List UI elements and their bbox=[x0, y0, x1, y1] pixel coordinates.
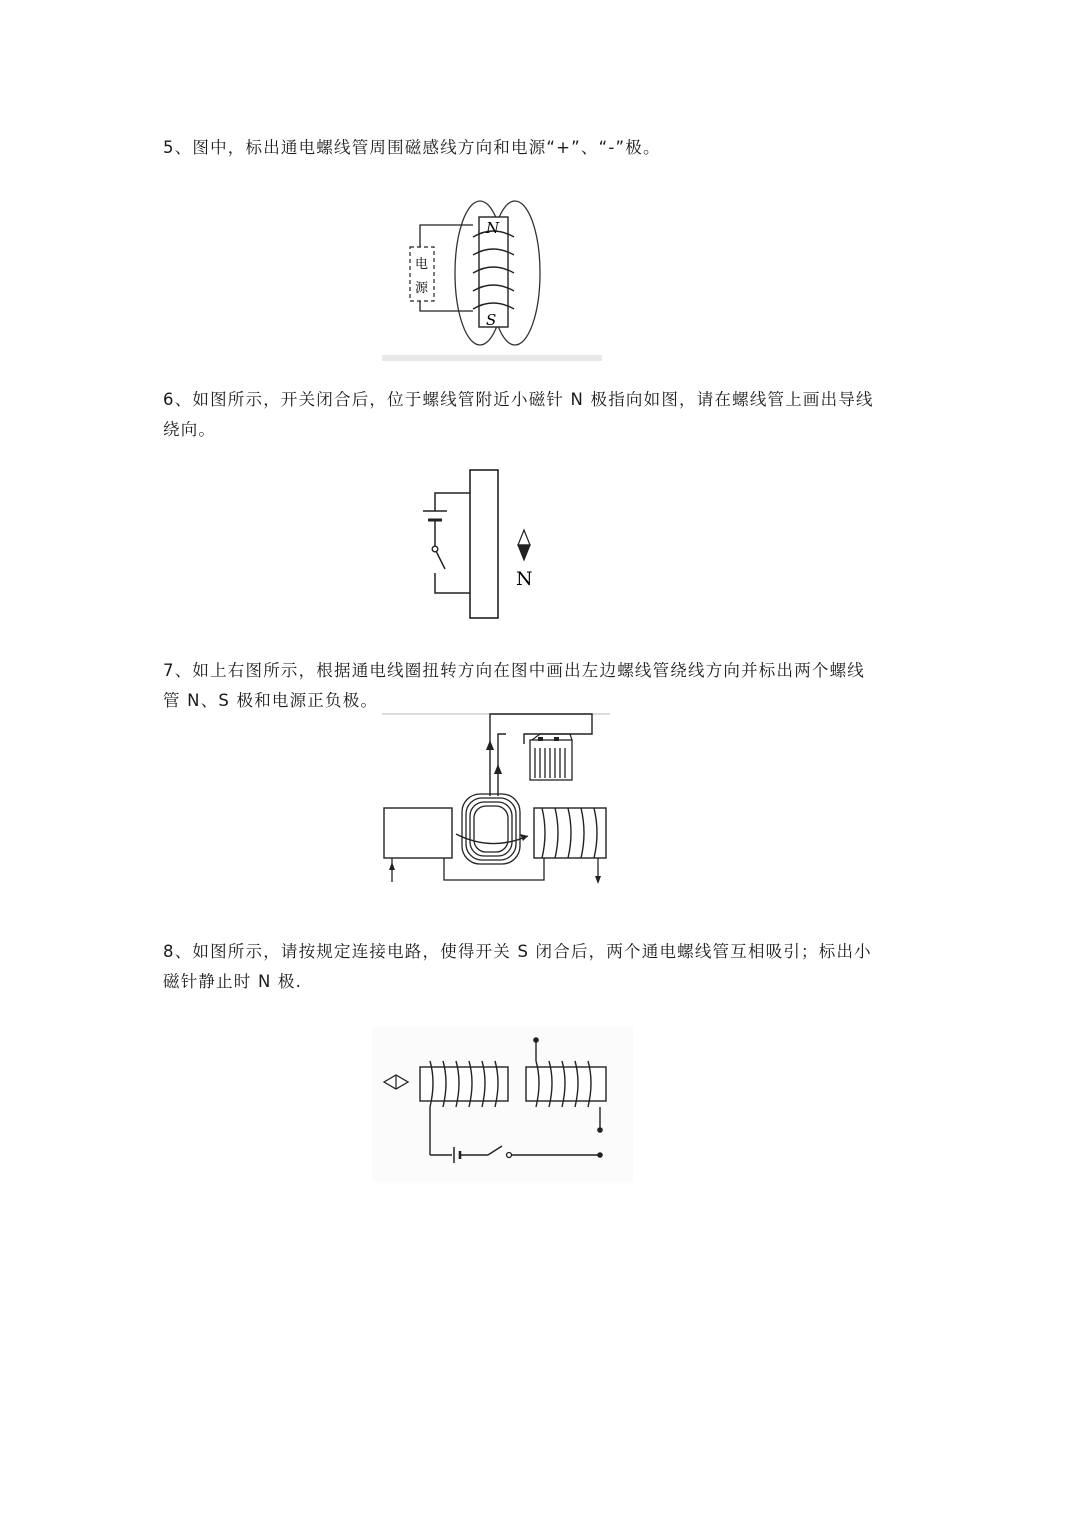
rotating-coil bbox=[456, 794, 528, 864]
power-supply-char-1: 电 bbox=[415, 257, 429, 272]
switch-contact bbox=[507, 1153, 512, 1158]
q6-circuit-figure bbox=[415, 465, 545, 625]
question-7-line-1: 7、如上右图所示，根据通电线圈扭转方向在图中画出左边螺线管绕线方向并标出两个螺线 bbox=[163, 661, 865, 680]
solenoid-body bbox=[470, 470, 498, 618]
q7-coil-figure bbox=[382, 712, 612, 887]
question-8-text bbox=[163, 937, 923, 997]
power-supply-char-2: 源 bbox=[415, 281, 429, 296]
pole-label-n: N bbox=[486, 219, 500, 237]
compass-needle-n bbox=[518, 530, 530, 545]
question-5-text: 5、图中，标出通电螺线管周围磁感线方向和电源“+”、“-”极。 bbox=[163, 138, 661, 157]
q8-solenoids-figure bbox=[370, 1025, 635, 1185]
battery-pack bbox=[530, 734, 572, 780]
switch-blade bbox=[436, 551, 445, 569]
question-7-text bbox=[163, 656, 923, 716]
terminal-right bbox=[597, 1127, 603, 1133]
left-solenoid bbox=[384, 808, 452, 858]
terminal-bottom-right bbox=[597, 1152, 603, 1158]
rotation-arrow bbox=[456, 834, 528, 844]
question-6-line-1: 6、如图所示，开关闭合后，位于螺线管附近小磁针 N 极指向如图，请在螺线管上画出导线 bbox=[163, 390, 874, 409]
question-8-line-1: 8、如图所示，请按规定连接电路，使得开关 S 闭合后，两个通电螺线管互相吸引；标出小 bbox=[163, 942, 872, 961]
terminal-top bbox=[533, 1037, 539, 1043]
compass-needle-s bbox=[518, 545, 530, 560]
question-8-line-2: 磁针静止时 N 极. bbox=[163, 972, 303, 991]
compass-needle-label: N bbox=[516, 568, 533, 590]
question-6-text bbox=[163, 385, 923, 445]
question-6-line-2: 绕向。 bbox=[163, 420, 217, 439]
switch-pivot bbox=[432, 546, 438, 552]
q5-solenoid-figure bbox=[380, 195, 605, 365]
pole-label-s: S bbox=[486, 311, 497, 329]
question-7-line-2: 管 N、S 极和电源正负极。 bbox=[163, 691, 379, 710]
